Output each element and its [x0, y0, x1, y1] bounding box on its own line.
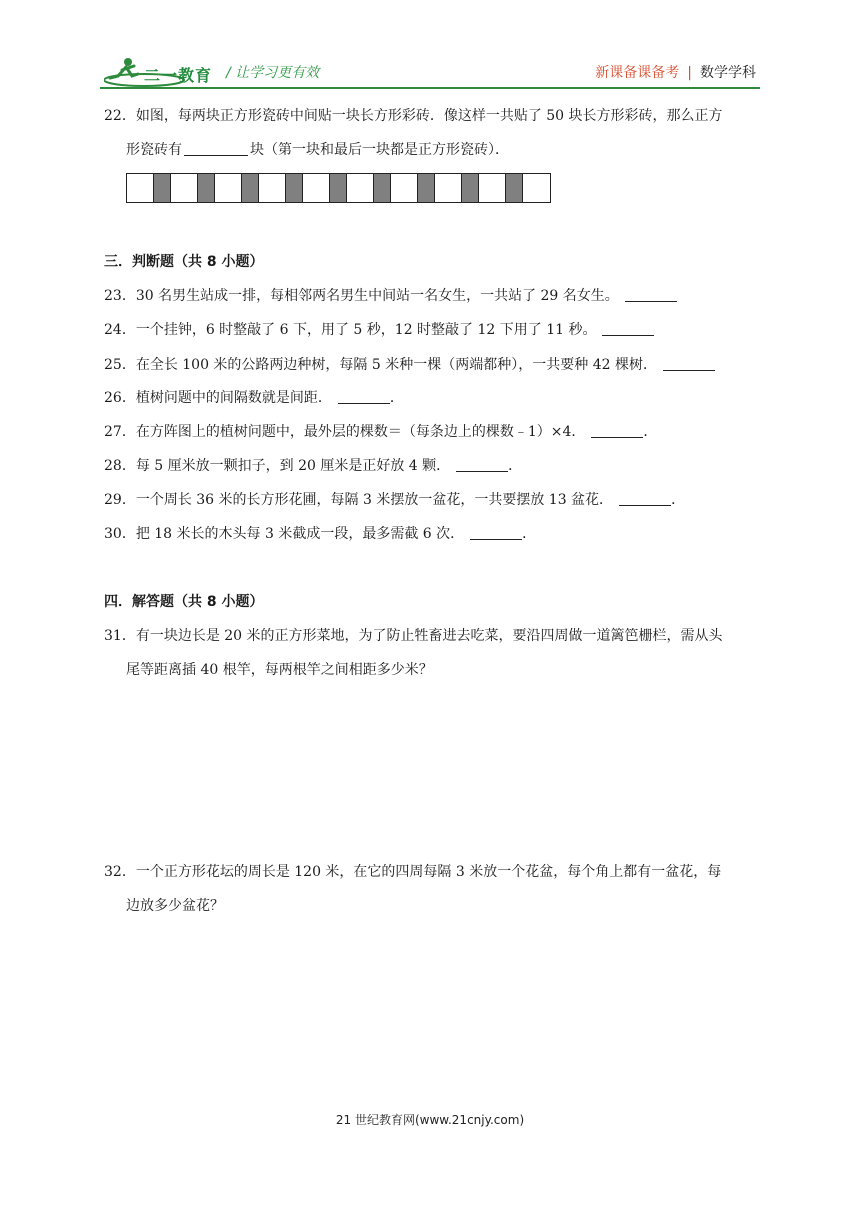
- q22-line1: 22．如图，每两块正方形瓷砖中间贴一块长方形彩砖．像这样一共贴了 50 块长方形彩砖，那么正方: [104, 108, 723, 124]
- judge-suffix: ．: [671, 492, 686, 508]
- tile-figure: [126, 173, 551, 203]
- judge-answer-blank[interactable]: [625, 287, 677, 302]
- rect-tile: [286, 174, 303, 202]
- judge-answer-blank[interactable]: [602, 321, 654, 336]
- page-footer: 21 世纪教育网(www.21cnjy.com): [335, 1113, 525, 1127]
- q22-line2-a: 形瓷砖有: [126, 142, 182, 158]
- judge-item-28: [104, 456, 522, 476]
- rect-tile: [462, 174, 479, 202]
- rect-tile: [154, 174, 171, 202]
- square-tile: [391, 174, 418, 202]
- judge-text: 24．一个挂钟，6 时整敲了 6 下，用了 5 秒，12 时整敲了 12 下用了 11 秒。: [104, 322, 597, 338]
- square-tile: [127, 174, 154, 202]
- square-tile: [303, 174, 330, 202]
- rect-tile: [374, 174, 391, 202]
- page-header: [0, 0, 860, 96]
- q22-line2-b: 块（第一块和最后一块都是正方形瓷砖）．: [250, 142, 509, 158]
- judge-suffix: ．: [643, 424, 658, 440]
- logo-text: 二一教育: [144, 66, 213, 85]
- header-right: [595, 62, 756, 82]
- judge-text: 30．把 18 米长的木头每 3 米截成一段，最多需截 6 次．: [104, 526, 465, 542]
- judge-text: 28．每 5 厘米放一颗扣子，到 20 厘米是正好放 4 颗．: [104, 458, 451, 474]
- judge-text: 27．在方阵图上的植树问题中，最外层的棵数＝（每条边上的棵数﹣1）×4．: [104, 424, 586, 440]
- q31-line2: 尾等距离插 40 根竿，每两根竿之间相距多少米？: [126, 662, 433, 678]
- section4-title: 四．解答题（共 8 小题）: [104, 594, 264, 610]
- q22-line2: [126, 140, 509, 160]
- judge-text: 26．植树问题中的间隔数就是间距．: [104, 390, 332, 406]
- square-tile: [435, 174, 462, 202]
- rect-tile: [242, 174, 259, 202]
- judge-item-27: [104, 422, 657, 442]
- judge-text: 29．一个周长 36 米的长方形花圃，每隔 3 米摆放一盆花，一共要摆放 13 盆花．: [104, 492, 614, 508]
- judge-text: 23．30 名男生站成一排，每相邻两名男生中间站一名女生，一共站了 29 名女生。: [104, 288, 619, 304]
- judge-answer-blank[interactable]: [591, 423, 643, 438]
- square-tile: [259, 174, 286, 202]
- judge-item-26: [104, 388, 404, 408]
- header-divider: [100, 87, 760, 89]
- rect-tile: [418, 174, 435, 202]
- judge-item-25: [104, 355, 715, 375]
- q31-line1: 31．有一块边长是 20 米的正方形菜地，为了防止牲畜进去吃菜，要沿四周做一道篱笆栅栏，需从头: [104, 628, 723, 644]
- judge-suffix: ．: [508, 458, 523, 474]
- judge-answer-blank[interactable]: [338, 389, 390, 404]
- section3-title: 三．判断题（共 8 小题）: [104, 254, 264, 270]
- rect-tile: [330, 174, 347, 202]
- square-tile: [171, 174, 198, 202]
- judge-item-24: [104, 320, 654, 340]
- judge-answer-blank[interactable]: [456, 457, 508, 472]
- judge-item-29: [104, 490, 685, 510]
- slogan: / 让学习更有效: [226, 65, 320, 81]
- q32-line1: 32．一个正方形花坛的周长是 120 米，在它的四周每隔 3 米放一个花盆，每个角上都有一盆花，每: [104, 864, 722, 880]
- judge-answer-blank[interactable]: [663, 356, 715, 371]
- q32-line2: 边放多少盆花？: [126, 898, 224, 914]
- judge-answer-blank[interactable]: [619, 491, 671, 506]
- q22-answer-blank[interactable]: [184, 141, 248, 156]
- judge-suffix: ．: [389, 390, 404, 406]
- header-course-label: 新课备课备考: [595, 65, 680, 81]
- header-subject-label: 数学学科: [700, 65, 756, 81]
- judge-item-23: [104, 286, 677, 306]
- judge-text: 25．在全长 100 米的公路两边种树，每隔 5 米种一棵（两端都种），一共要种 42 棵树．: [104, 357, 657, 373]
- square-tile: [347, 174, 374, 202]
- square-tile: [479, 174, 506, 202]
- judge-item-30: [104, 524, 536, 544]
- rect-tile: [506, 174, 523, 202]
- judge-answer-blank[interactable]: [470, 525, 522, 540]
- rect-tile: [198, 174, 215, 202]
- header-separator: |: [687, 65, 692, 81]
- square-tile: [523, 174, 550, 202]
- judge-suffix: ．: [522, 526, 537, 542]
- square-tile: [215, 174, 242, 202]
